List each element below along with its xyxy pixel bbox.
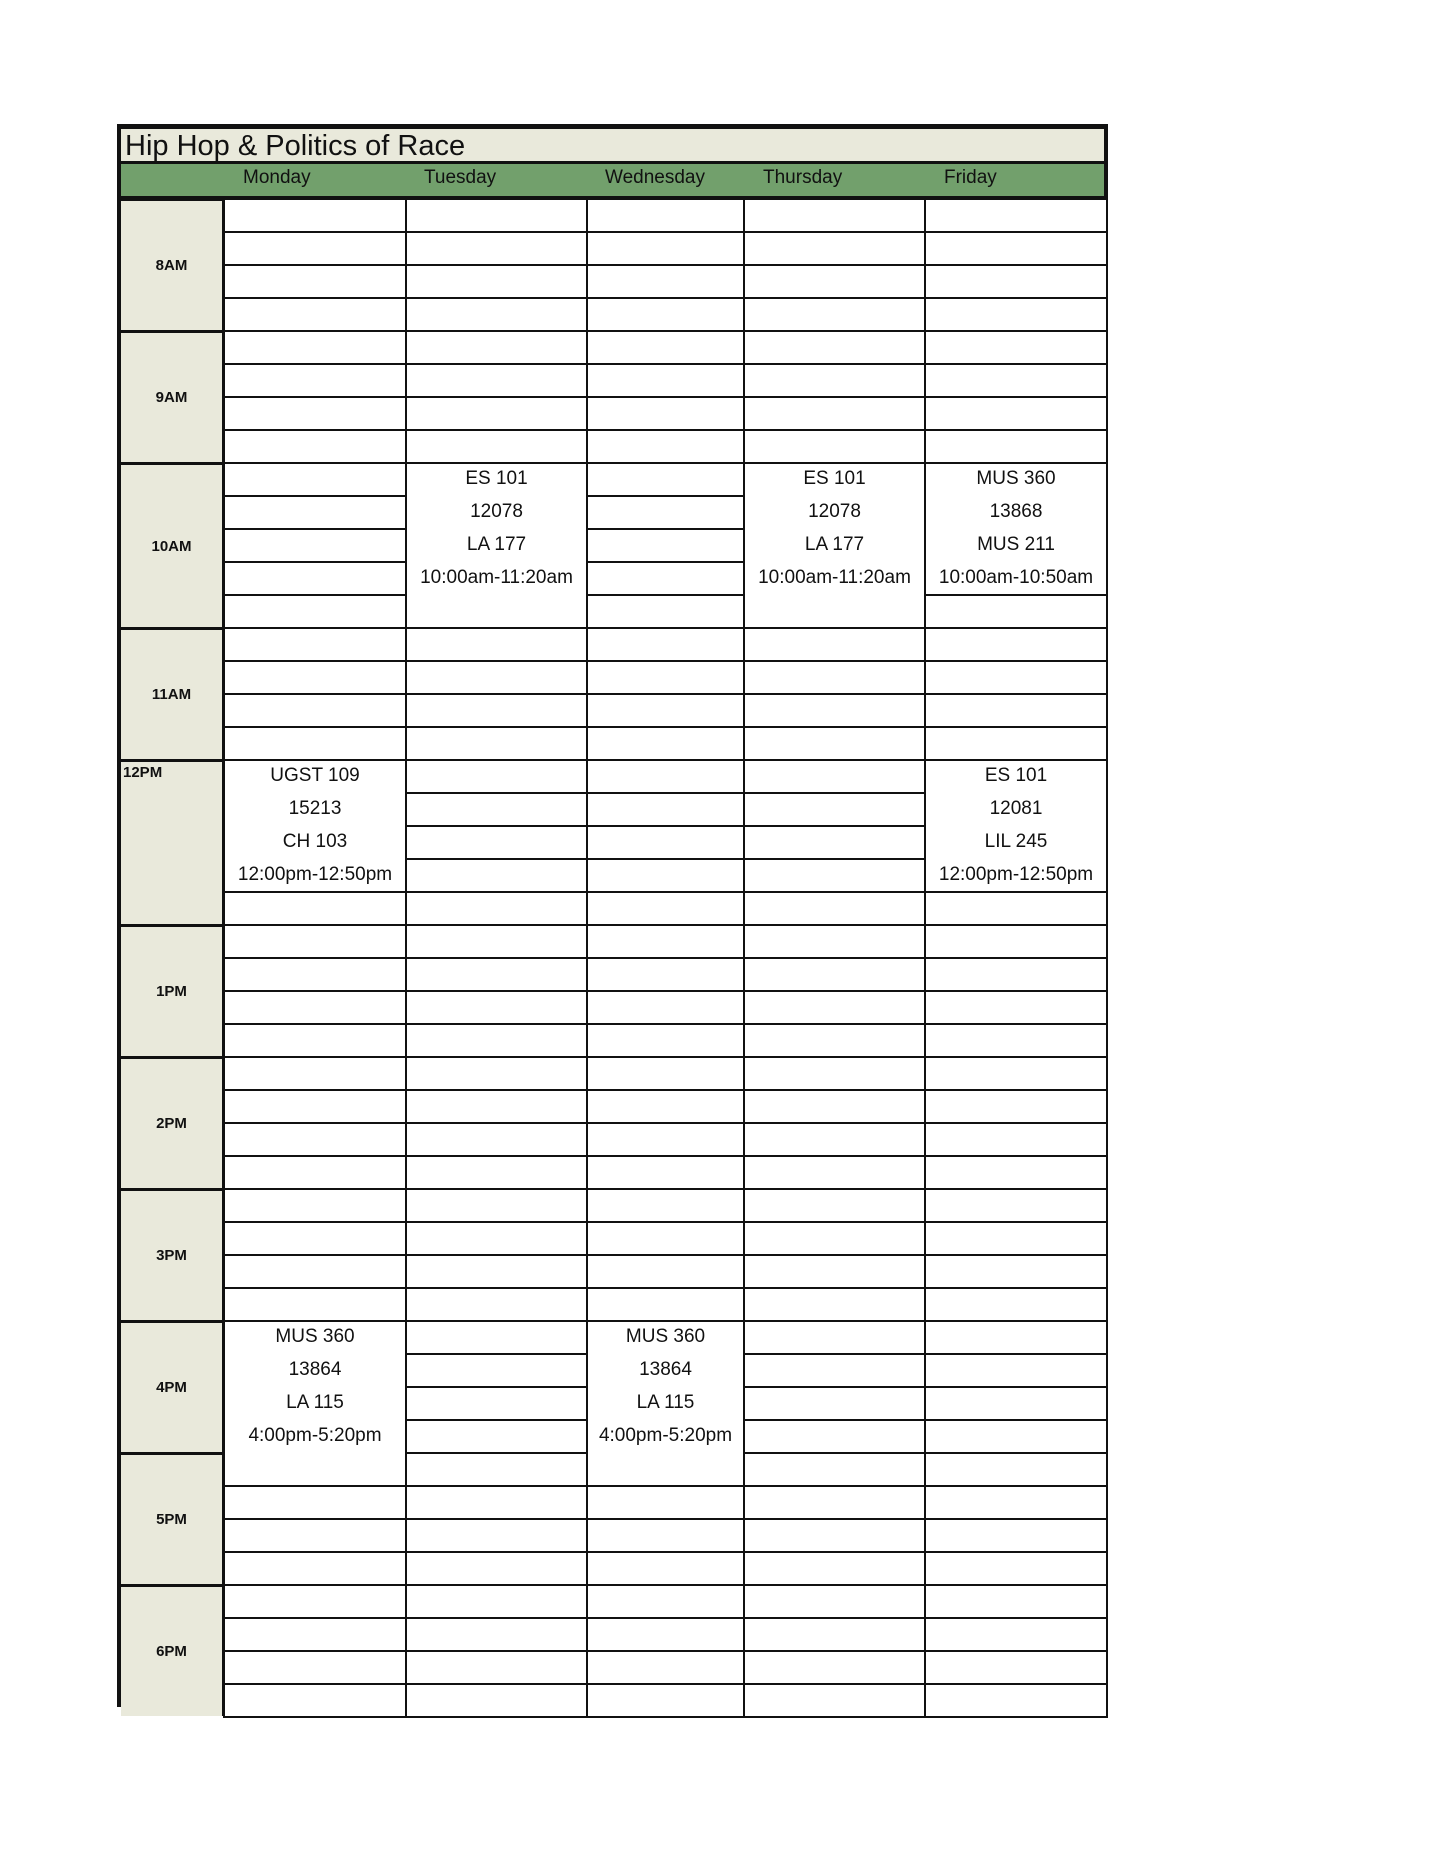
time-slot[interactable] — [924, 330, 1108, 365]
time-slot[interactable] — [223, 264, 407, 299]
time-slot[interactable] — [405, 297, 588, 332]
time-slot[interactable] — [586, 297, 745, 332]
hour-label: 1PM — [156, 983, 187, 1000]
time-slot[interactable] — [743, 759, 926, 794]
time-slot[interactable] — [924, 264, 1108, 299]
event-line: LA 177 — [804, 534, 865, 555]
event-line: UGST 109 — [270, 765, 360, 786]
time-slot[interactable] — [223, 363, 407, 398]
time-slot[interactable] — [586, 528, 745, 563]
time-slot[interactable] — [743, 1155, 926, 1190]
time-slot[interactable] — [586, 1617, 745, 1652]
time-slot[interactable] — [223, 1518, 407, 1553]
time-slot[interactable] — [586, 330, 745, 365]
time-slot[interactable] — [924, 363, 1108, 398]
time-slot[interactable] — [924, 1551, 1108, 1586]
time-slot[interactable] — [924, 231, 1108, 266]
time-slot[interactable] — [924, 1584, 1108, 1619]
hour-label: 6PM — [156, 1643, 187, 1660]
time-slot[interactable] — [223, 693, 407, 728]
time-slot[interactable] — [924, 726, 1108, 761]
time-slot[interactable] — [405, 627, 588, 662]
event-line: ES 101 — [803, 468, 866, 489]
event-line: 12078 — [808, 501, 861, 522]
event-line: LA 177 — [466, 534, 527, 555]
time-slot[interactable] — [743, 1518, 926, 1553]
time-slot[interactable] — [743, 990, 926, 1025]
time-slot[interactable] — [586, 792, 745, 827]
time-slot[interactable] — [743, 627, 926, 662]
time-slot[interactable] — [743, 1320, 926, 1355]
time-slot[interactable] — [924, 1188, 1108, 1223]
time-slot[interactable] — [743, 1221, 926, 1256]
event-block-es101-tue[interactable] — [405, 462, 588, 629]
event-line: 13864 — [288, 1359, 342, 1380]
time-slot[interactable] — [405, 1254, 588, 1289]
title-bar — [121, 129, 1104, 164]
event-line: 12:00pm-12:50pm — [237, 864, 393, 885]
time-slot[interactable] — [586, 1650, 745, 1685]
time-slot[interactable] — [924, 924, 1108, 959]
time-slot[interactable] — [743, 1353, 926, 1388]
time-slot[interactable] — [405, 1551, 588, 1586]
time-slot[interactable] — [223, 1188, 407, 1223]
time-slot[interactable] — [924, 1419, 1108, 1454]
time-slot[interactable] — [743, 1683, 926, 1718]
hour-label: 11AM — [151, 686, 192, 703]
time-slot[interactable] — [924, 1320, 1108, 1355]
time-slot[interactable] — [223, 957, 407, 992]
time-slot[interactable] — [743, 1122, 926, 1157]
time-slot[interactable] — [586, 660, 745, 695]
time-slot[interactable] — [586, 396, 745, 431]
time-slot[interactable] — [743, 330, 926, 365]
time-slot[interactable] — [223, 1221, 407, 1256]
hour-cell-5pm — [121, 1452, 225, 1584]
event-line: 4:00pm-5:20pm — [248, 1425, 382, 1446]
time-slot[interactable] — [743, 792, 926, 827]
time-slot[interactable] — [743, 1056, 926, 1091]
time-slot[interactable] — [223, 396, 407, 431]
time-slot[interactable] — [405, 957, 588, 992]
time-slot[interactable] — [924, 957, 1108, 992]
time-slot[interactable] — [586, 1683, 745, 1718]
time-slot[interactable] — [405, 1683, 588, 1718]
hour-label: 4PM — [156, 1379, 187, 1396]
time-slot[interactable] — [743, 1089, 926, 1124]
time-slot[interactable] — [743, 264, 926, 299]
time-slot[interactable] — [405, 363, 588, 398]
event-line: MUS 211 — [977, 534, 1055, 555]
event-block-es101-fri[interactable] — [924, 759, 1108, 893]
time-slot[interactable] — [586, 627, 745, 662]
event-line: 10:00am-11:20am — [758, 567, 911, 588]
time-slot[interactable] — [405, 726, 588, 761]
day-header-row — [121, 164, 1104, 199]
time-slot[interactable] — [405, 825, 588, 860]
time-slot[interactable] — [743, 297, 926, 332]
time-slot[interactable] — [223, 726, 407, 761]
time-slot[interactable] — [743, 957, 926, 992]
event-line: 12078 — [470, 501, 523, 522]
time-slot[interactable] — [223, 198, 407, 233]
time-slot[interactable] — [405, 1353, 588, 1388]
time-slot[interactable] — [405, 1188, 588, 1223]
time-slot[interactable] — [223, 1056, 407, 1091]
hour-label: 12PM — [123, 764, 163, 781]
day-header-tuesday: Tuesday — [424, 167, 497, 188]
time-slot[interactable] — [586, 1023, 745, 1058]
time-slot[interactable] — [223, 1584, 407, 1619]
hour-cell-9am — [121, 330, 225, 462]
time-slot[interactable] — [586, 1287, 745, 1322]
time-slot[interactable] — [586, 495, 745, 530]
time-slot[interactable] — [586, 825, 745, 860]
time-slot[interactable] — [223, 528, 407, 563]
event-block-mus360-fri[interactable] — [924, 462, 1108, 596]
time-slot[interactable] — [586, 231, 745, 266]
time-slot[interactable] — [743, 198, 926, 233]
event-line: 12:00pm-12:50pm — [938, 864, 1094, 885]
time-slot[interactable] — [405, 1056, 588, 1091]
time-slot[interactable] — [743, 1023, 926, 1058]
time-slot[interactable] — [743, 1617, 926, 1652]
hour-label: 9AM — [155, 389, 188, 406]
time-slot[interactable] — [586, 1584, 745, 1619]
time-slot[interactable] — [743, 363, 926, 398]
time-slot[interactable] — [586, 990, 745, 1025]
hour-label: 8AM — [155, 257, 188, 274]
time-slot[interactable] — [223, 1023, 407, 1058]
time-slot[interactable] — [223, 330, 407, 365]
time-slot[interactable] — [223, 1122, 407, 1157]
time-slot[interactable] — [924, 1683, 1108, 1718]
time-slot[interactable] — [223, 1650, 407, 1685]
time-slot[interactable] — [223, 561, 407, 596]
time-slot[interactable] — [405, 693, 588, 728]
time-slot[interactable] — [405, 1320, 588, 1355]
time-slot[interactable] — [924, 1518, 1108, 1553]
time-slot[interactable] — [223, 594, 407, 629]
time-slot[interactable] — [405, 1089, 588, 1124]
hour-cell-12pm — [121, 759, 225, 924]
day-header-wednesday: Wednesday — [605, 167, 705, 188]
event-block-ugst109-mon[interactable] — [223, 759, 407, 893]
time-slot[interactable] — [405, 759, 588, 794]
event-line: 13868 — [989, 501, 1043, 522]
time-slot[interactable] — [405, 990, 588, 1025]
time-slot[interactable] — [924, 1353, 1108, 1388]
time-slot[interactable] — [586, 1155, 745, 1190]
time-slot[interactable] — [924, 297, 1108, 332]
hour-label: 5PM — [156, 1511, 187, 1528]
day-header-thursday: Thursday — [763, 167, 843, 188]
event-line: CH 103 — [282, 831, 348, 852]
time-slot[interactable] — [223, 1683, 407, 1718]
event-line: 12081 — [989, 798, 1043, 819]
time-slot[interactable] — [405, 1518, 588, 1553]
time-slot[interactable] — [405, 1485, 588, 1520]
time-slot[interactable] — [924, 1221, 1108, 1256]
time-slot[interactable] — [586, 1551, 745, 1586]
hour-cell-10am — [121, 462, 225, 627]
time-slot[interactable] — [586, 264, 745, 299]
time-slot[interactable] — [924, 1386, 1108, 1421]
hour-cell-2pm — [121, 1056, 225, 1188]
day-header-monday: Monday — [243, 167, 311, 188]
time-slot[interactable] — [586, 429, 745, 464]
time-slot[interactable] — [586, 924, 745, 959]
time-slot[interactable] — [405, 330, 588, 365]
time-slot[interactable] — [223, 1155, 407, 1190]
time-slot[interactable] — [586, 198, 745, 233]
hour-label: 10AM — [151, 537, 192, 555]
time-slot[interactable] — [743, 231, 926, 266]
time-slot[interactable] — [743, 924, 926, 959]
time-slot[interactable] — [405, 231, 588, 266]
hour-cell-1pm — [121, 924, 225, 1056]
time-slot[interactable] — [924, 1155, 1108, 1190]
hour-label: 2PM — [156, 1115, 187, 1132]
time-slot[interactable] — [924, 1089, 1108, 1124]
time-slot[interactable] — [586, 1221, 745, 1256]
time-slot[interactable] — [223, 891, 407, 926]
event-line: MUS 360 — [976, 468, 1056, 489]
time-slot[interactable] — [586, 462, 745, 497]
time-slot[interactable] — [924, 1485, 1108, 1520]
time-slot[interactable] — [223, 462, 407, 497]
schedule-title: Hip Hop & Politics of Race — [125, 130, 466, 162]
time-slot[interactable] — [743, 396, 926, 431]
hour-label: 3PM — [156, 1247, 187, 1264]
time-slot[interactable] — [223, 660, 407, 695]
time-slot[interactable] — [586, 693, 745, 728]
time-slot[interactable] — [743, 1584, 926, 1619]
day-header-friday: Friday — [944, 167, 997, 188]
time-slot[interactable] — [743, 1386, 926, 1421]
hour-cell-8am — [121, 198, 225, 330]
time-slot[interactable] — [743, 1419, 926, 1454]
event-block-mus360-wed[interactable] — [586, 1320, 745, 1487]
hour-cell-6pm — [121, 1584, 225, 1716]
time-slot[interactable] — [223, 297, 407, 332]
time-slot[interactable] — [223, 495, 407, 530]
time-slot[interactable] — [405, 1584, 588, 1619]
event-line: MUS 360 — [275, 1326, 355, 1347]
time-slot[interactable] — [743, 693, 926, 728]
time-slot[interactable] — [924, 1056, 1108, 1091]
time-slot[interactable] — [586, 726, 745, 761]
time-slot[interactable] — [223, 627, 407, 662]
time-slot[interactable] — [924, 1650, 1108, 1685]
time-slot[interactable] — [924, 1287, 1108, 1322]
time-slot[interactable] — [743, 825, 926, 860]
time-slot[interactable] — [405, 792, 588, 827]
time-slot[interactable] — [743, 1650, 926, 1685]
time-slot[interactable] — [586, 1089, 745, 1124]
time-slot[interactable] — [924, 1617, 1108, 1652]
time-slot[interactable] — [223, 1617, 407, 1652]
time-slot[interactable] — [586, 594, 745, 629]
time-slot[interactable] — [924, 891, 1108, 926]
event-line: ES 101 — [465, 468, 528, 489]
time-slot[interactable] — [924, 660, 1108, 695]
time-slot[interactable] — [223, 990, 407, 1025]
time-slot[interactable] — [924, 693, 1108, 728]
time-slot[interactable] — [586, 1122, 745, 1157]
time-slot[interactable] — [924, 1452, 1108, 1487]
time-slot[interactable] — [223, 1089, 407, 1124]
time-slot[interactable] — [924, 1023, 1108, 1058]
event-line: 10:00am-10:50am — [938, 567, 1094, 588]
time-slot[interactable] — [743, 858, 926, 893]
time-slot[interactable] — [586, 957, 745, 992]
time-slot[interactable] — [924, 594, 1108, 629]
event-block-mus360-mon[interactable] — [223, 1320, 407, 1487]
time-slot[interactable] — [743, 660, 926, 695]
time-slot[interactable] — [924, 396, 1108, 431]
time-slot[interactable] — [223, 429, 407, 464]
hour-cell-4pm — [121, 1320, 225, 1452]
event-block-es101-thu[interactable] — [743, 462, 926, 629]
time-slot[interactable] — [223, 1551, 407, 1586]
time-slot[interactable] — [586, 1518, 745, 1553]
time-slot[interactable] — [586, 1056, 745, 1091]
time-slot[interactable] — [405, 396, 588, 431]
time-slot[interactable] — [405, 198, 588, 233]
time-slot[interactable] — [405, 429, 588, 464]
time-slot[interactable] — [405, 1221, 588, 1256]
time-slot[interactable] — [924, 198, 1108, 233]
time-slot[interactable] — [924, 990, 1108, 1025]
event-line: MUS 360 — [625, 1326, 706, 1347]
time-slot[interactable] — [924, 627, 1108, 662]
time-slot[interactable] — [223, 924, 407, 959]
event-line: 10:00am-11:20am — [420, 567, 573, 588]
time-slot[interactable] — [586, 759, 745, 794]
time-slot[interactable] — [405, 858, 588, 893]
time-slot[interactable] — [743, 1551, 926, 1586]
time-slot[interactable] — [405, 924, 588, 959]
time-slot[interactable] — [586, 1485, 745, 1520]
time-slot[interactable] — [405, 1650, 588, 1685]
event-line: 4:00pm-5:20pm — [598, 1425, 733, 1446]
hour-cell-11am — [121, 627, 225, 759]
time-slot[interactable] — [223, 231, 407, 266]
time-slot[interactable] — [586, 891, 745, 926]
time-slot[interactable] — [405, 1617, 588, 1652]
time-slot[interactable] — [586, 363, 745, 398]
event-line: LA 115 — [636, 1392, 695, 1413]
event-line: ES 101 — [984, 765, 1048, 786]
time-slot[interactable] — [743, 891, 926, 926]
time-slot[interactable] — [405, 1386, 588, 1421]
time-slot[interactable] — [924, 429, 1108, 464]
time-slot[interactable] — [743, 1452, 926, 1487]
hour-cell-3pm — [121, 1188, 225, 1320]
time-slot[interactable] — [586, 1254, 745, 1289]
time-slot[interactable] — [743, 429, 926, 464]
event-line: 15213 — [288, 798, 342, 819]
event-line: LA 115 — [286, 1392, 344, 1413]
event-line: 13864 — [639, 1359, 692, 1380]
time-slot[interactable] — [405, 264, 588, 299]
time-slot[interactable] — [405, 1023, 588, 1058]
time-slot[interactable] — [924, 1122, 1108, 1157]
time-slot[interactable] — [743, 1287, 926, 1322]
time-slot[interactable] — [223, 1485, 407, 1520]
time-slot[interactable] — [223, 1254, 407, 1289]
event-line: LIL 245 — [984, 831, 1048, 852]
time-slot[interactable] — [743, 1188, 926, 1223]
time-slot[interactable] — [924, 1254, 1108, 1289]
time-slot[interactable] — [405, 891, 588, 926]
time-slot[interactable] — [743, 1485, 926, 1520]
time-slot[interactable] — [405, 1122, 588, 1157]
time-slot[interactable] — [405, 660, 588, 695]
time-slot[interactable] — [223, 1287, 407, 1322]
time-slot[interactable] — [405, 1155, 588, 1190]
time-slot[interactable] — [743, 726, 926, 761]
time-slot[interactable] — [586, 858, 745, 893]
time-slot[interactable] — [586, 1188, 745, 1223]
time-slot[interactable] — [405, 1419, 588, 1454]
time-slot[interactable] — [405, 1287, 588, 1322]
time-slot[interactable] — [743, 1254, 926, 1289]
time-slot[interactable] — [405, 1452, 588, 1487]
time-slot[interactable] — [586, 561, 745, 596]
